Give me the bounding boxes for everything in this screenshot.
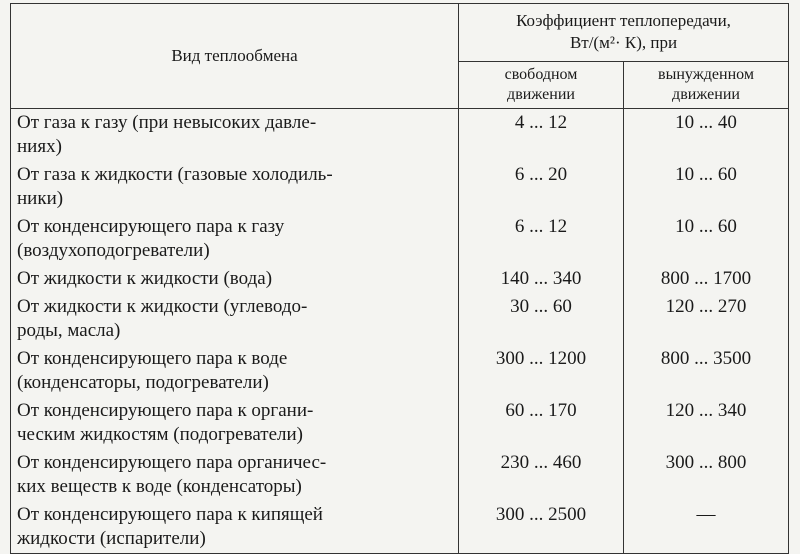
type-header-label: Вид теплообмена [171,46,298,65]
row-name [11,161,459,213]
row-name [11,345,459,397]
row-name [11,397,459,449]
row-name [11,109,459,162]
row-name-line2: (воздухоподогреватели) [17,240,210,261]
table-row [11,213,789,265]
table-row [11,449,789,501]
row-free-value: 30 ... 60 [459,293,624,345]
row-free-value: 6 ... 12 [459,213,624,265]
row-name-line2: (конденсаторы, подогреватели) [17,372,269,393]
row-name-line1: От жидкости к жидкости (вода) [17,268,273,289]
row-free-value: 60 ... 170 [459,397,624,449]
row-forced-value: — [624,501,789,554]
heat-transfer-table [10,3,789,554]
row-free-value: 140 ... 340 [459,265,624,293]
row-name [11,213,459,265]
row-name-line2: ники) [17,188,64,209]
table-row [11,397,789,449]
row-forced-value: 10 ... 40 [624,109,789,162]
row-free-value: 300 ... 2500 [459,501,624,554]
forced-header-line2: движении [672,85,740,103]
row-forced-value: 800 ... 3500 [624,345,789,397]
coef-header [459,4,789,62]
free-header-line2: движении [507,85,575,103]
row-name-line1: От жидкости к жидкости (углеводо- [17,296,308,317]
coef-header-line2: Вт/(м²· К), при [569,33,678,53]
row-free-value: 300 ... 1200 [459,345,624,397]
row-name-line1: От конденсирующего пара к газу [17,216,285,237]
row-name-line1: От газа к жидкости (газовые холодиль- [17,164,333,185]
row-name [11,449,459,501]
table-row [11,265,789,293]
row-free-value: 4 ... 12 [459,109,624,162]
coef-header-line1: Коэффициент теплопередачи, [516,11,731,31]
row-name-line2: роды, масла) [17,320,121,341]
table-row [11,161,789,213]
type-header [11,4,459,109]
free-header-line1: свободном [504,65,578,83]
row-name-line1: От конденсирующего пара к кипящей [17,504,323,525]
row-name-line2: ких веществ к воде (конденсаторы) [17,476,302,497]
row-name-line1: От газа к газу (при невысоких давле- [17,112,317,133]
row-free-value: 6 ... 20 [459,161,624,213]
row-free-value: 230 ... 460 [459,449,624,501]
row-forced-value: 300 ... 800 [624,449,789,501]
forced-header [624,61,789,108]
row-name-line2: ниях) [17,136,62,157]
table-row [11,345,789,397]
row-forced-value: 10 ... 60 [624,161,789,213]
table-row [11,501,789,554]
table-row [11,293,789,345]
row-name-line2: жидкости (испарители) [17,528,206,549]
table-row [11,109,789,162]
row-forced-value: 120 ... 270 [624,293,789,345]
row-name [11,293,459,345]
row-name [11,501,459,554]
forced-header-line1: вынужденном [658,65,754,83]
row-name-line1: От конденсирующего пара органичес- [17,452,327,473]
free-header [459,61,624,108]
row-name-line1: От конденсирующего пара к воде [17,348,288,369]
row-name [11,265,459,293]
row-name-line1: От конденсирующего пара к органи- [17,400,314,421]
row-forced-value: 120 ... 340 [624,397,789,449]
row-forced-value: 800 ... 1700 [624,265,789,293]
row-forced-value: 10 ... 60 [624,213,789,265]
row-name-line2: ческим жидкостям (подогреватели) [17,424,303,445]
